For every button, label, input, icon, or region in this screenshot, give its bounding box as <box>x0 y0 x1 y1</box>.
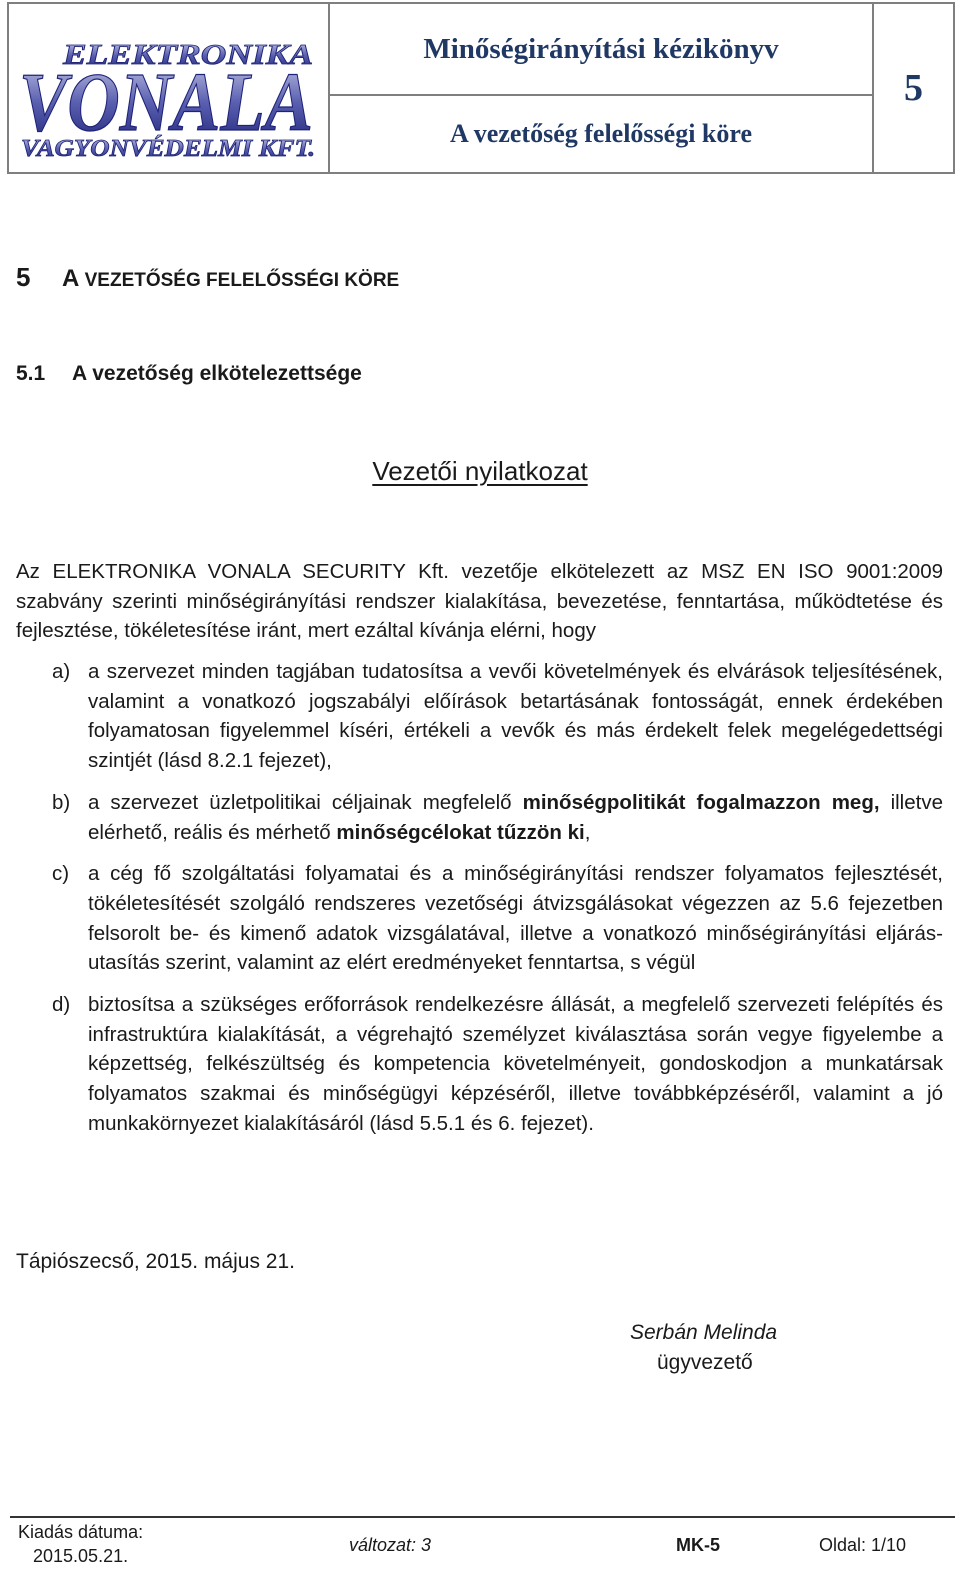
list-item-text: a szervezet minden tagjában tudatosítsa a vevői követelmények és elvárások teljesítésének, valamint a vonatkozó jogszabályi előírások betartásának fontosságát, ennek érdekében folyamatosan figyelemmel kíséri, értékeli a vevők és más érdekelt felek megelégedettségi szintjét (lásd 8.2.1 fejezet), <box>88 660 943 773</box>
declaration-title <box>0 456 960 487</box>
section-title-rest: VEZETŐSÉG FELELŐSSÉGI KÖRE <box>79 270 400 291</box>
list-item-text: illetve elérhető, reális és mérhető <box>88 790 943 844</box>
list-item-label: c) <box>52 862 70 886</box>
subsection-heading <box>16 362 362 386</box>
list-item-label: b) <box>52 790 71 814</box>
chapter-title: A vezetőség felelősségi köre <box>449 119 753 148</box>
logo-line1: ELEKTRONIKA <box>61 40 313 71</box>
list-item-text: a cég fő szolgáltatási folyamatai és a minőségirányítási rendszer folyamatos fejlesztését, tökéletesítését szolgáló rendszeres vezetőségi átvizsgálásokat végezzen az 5.6 fejezetben felsorolt be- és kimenő adatok vizsgálatával, illetve a vonatkozó minőségirányítási eljárás-utasítás szerint, valamint az elért eredményeket fenntartsa, s végül <box>88 862 943 975</box>
section-heading <box>16 262 399 293</box>
intro-paragraph: Az ELEKTRONIKA VONALA SECURITY Kft. vezetője elkötelezett az MSZ EN ISO 9001:2009 szabvány szerinti minőségirányítási rendszer kialakítása, bevezetése, fenntartása, működtetése és fejlesztése, tökéletesítése iránt, mert ezáltal kívánja elérni, hogy <box>16 560 943 643</box>
subsection-number: 5.1 <box>16 362 46 385</box>
subsection-title: A vezetőség elkötelezettsége <box>72 362 362 385</box>
header-title-cell <box>330 4 874 172</box>
page-number: Oldal: 1/10 <box>819 1535 907 1555</box>
list-item-label: d) <box>52 993 71 1017</box>
issue-date: 2015.05.21. <box>33 1546 129 1566</box>
declaration-title-text: Vezetői nyilatkozat <box>372 456 588 486</box>
logo-line2: VONALA <box>19 56 313 149</box>
chapter-number: 5 <box>904 67 923 109</box>
document-code: MK-5 <box>676 1535 720 1555</box>
commitment-list <box>16 657 943 1151</box>
section-number: 5 <box>16 262 31 292</box>
list-item-text: biztosítsa a szükséges erőforrások rendelkezésre állását, a megfelelő szervezeti felépítés és infrastruktúra kialakítását, a végrehajtó személyzet kiválasztása során vegye figyelembe a képzettség, felkészültség és kompetencia követelményeit, gondoskodjon a munkatársak folyamatos szakmai és minőségügyi képzéséről, illetve továbbképzéséről, valamint a jó munkakörnyezet kialakításáról (lásd 5.5.1 és 6. fejezet). <box>88 993 943 1135</box>
issue-date-label: Kiadás dátuma: <box>18 1522 144 1542</box>
list-item <box>16 657 943 776</box>
version: változat: 3 <box>349 1535 432 1555</box>
place-and-date: Tápiószecső, 2015. május 21. <box>16 1250 295 1273</box>
list-item <box>16 990 943 1139</box>
section-title-initial: A <box>62 265 80 292</box>
logo-graphic <box>17 40 317 162</box>
document-title: Minőségirányítási kézikönyv <box>330 4 872 96</box>
list-item <box>16 859 943 978</box>
logo-line3: VAGYONVÉDELMI KFT. <box>21 136 315 162</box>
signer-name: Serbán Melinda <box>630 1321 778 1344</box>
list-item <box>16 788 943 847</box>
company-logo <box>9 4 330 172</box>
signer-role: ügyvezető <box>657 1351 753 1374</box>
document-header <box>7 2 955 174</box>
list-item-text: , <box>584 820 591 844</box>
list-item-bold-text: minőségcélokat tűzzön ki <box>336 820 585 844</box>
list-item-text: a szervezet üzletpolitikai céljainak megfelelő <box>88 790 523 814</box>
list-item-bold-text: minőségpolitikát fogalmazzon meg, <box>522 790 880 814</box>
list-item-label: a) <box>52 660 71 683</box>
footer-divider <box>10 1516 955 1518</box>
